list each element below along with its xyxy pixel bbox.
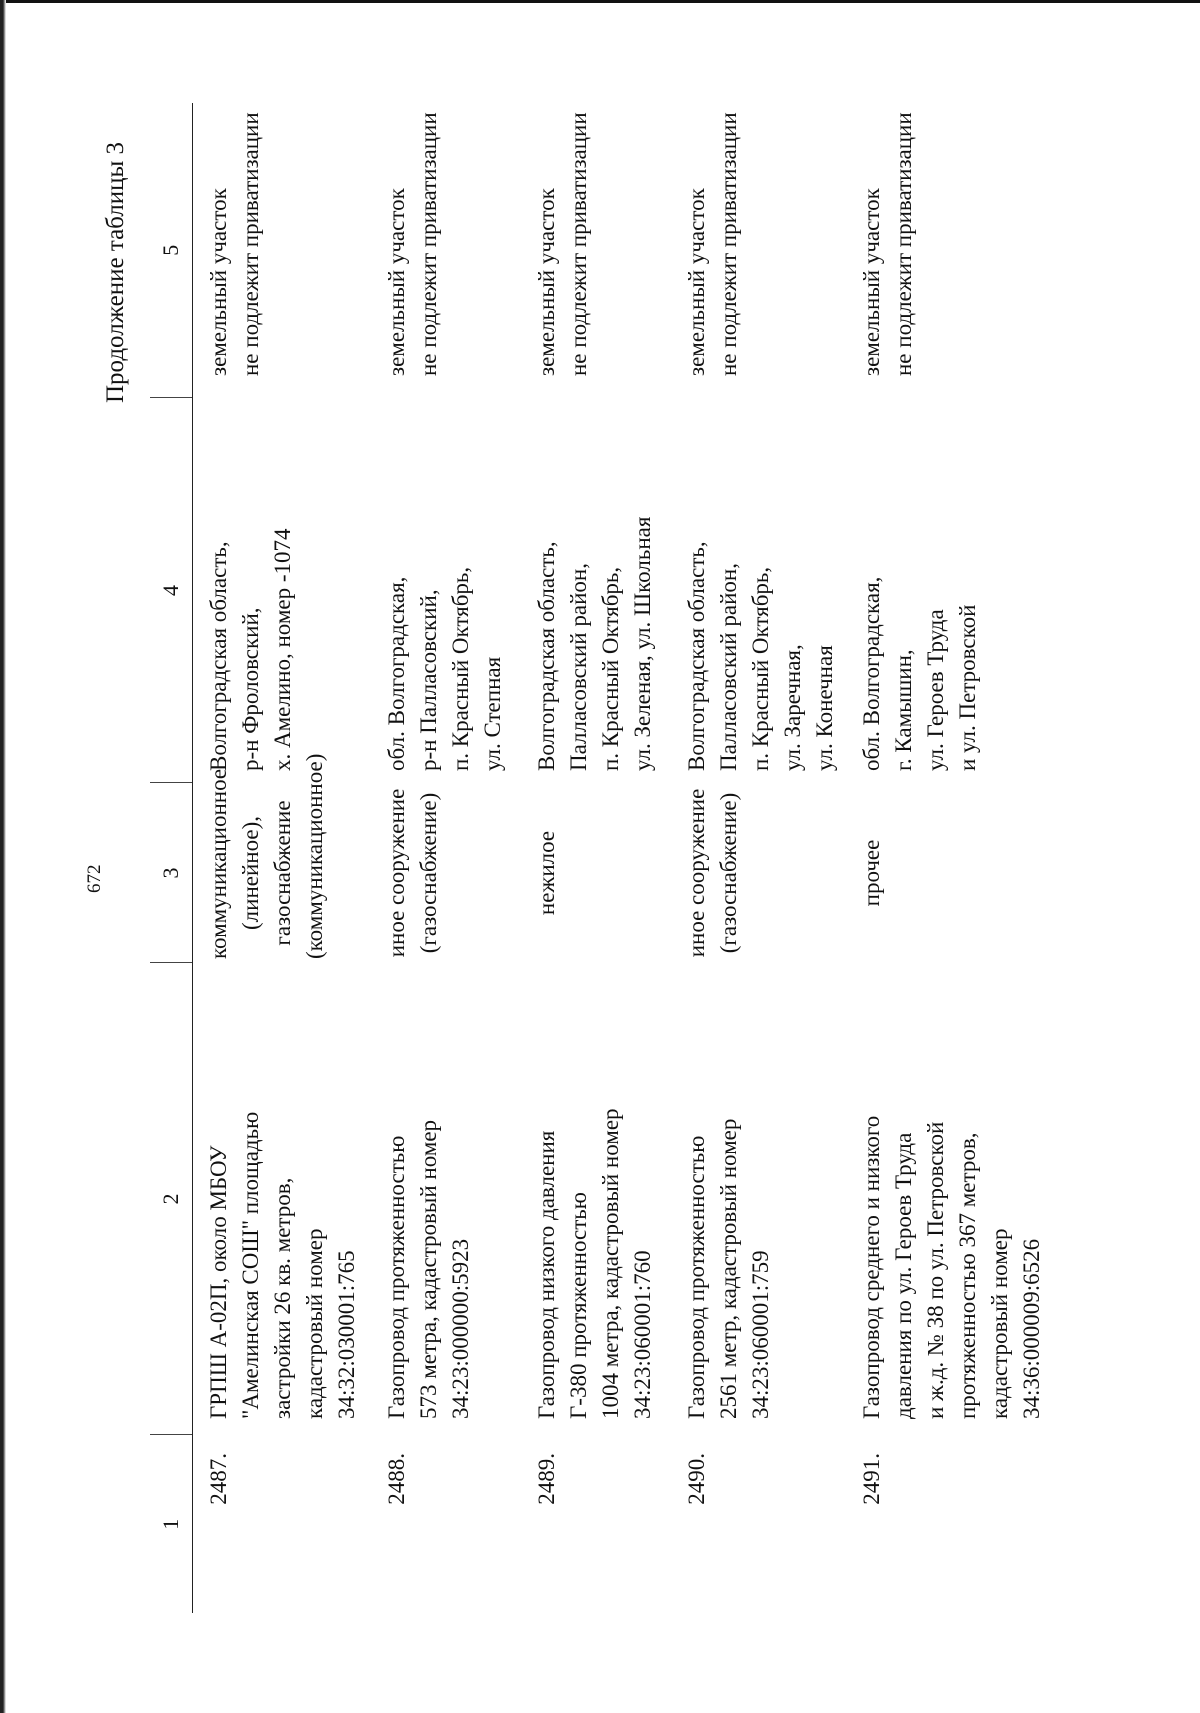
table-row bbox=[193, 103, 371, 1613]
object-type: прочее bbox=[858, 839, 884, 907]
row-number: 2491. bbox=[858, 1453, 884, 1505]
property-table bbox=[150, 103, 1048, 1613]
object-note: земельный участок не подлежит приватизации bbox=[533, 112, 591, 376]
object-note: земельный участок не подлежит приватизации bbox=[683, 112, 741, 376]
column-header-5: 5 bbox=[150, 103, 193, 398]
object-address: Волгоградская область, р-н Фроловский, х. Амелино, номер -1074 bbox=[206, 528, 295, 771]
object-type: иное сооружение (газоснабжение) bbox=[683, 788, 741, 958]
object-name: Газопровод протяженностью 573 метра, кадастровый номер 34:23:000000:5923 bbox=[383, 1119, 473, 1419]
object-address: обл. Волгоградская, р-н Палласовский, п. Красный Октябрь, ул. Степная bbox=[383, 566, 505, 771]
row-number: 2488. bbox=[383, 1453, 409, 1505]
column-header-4: 4 bbox=[150, 398, 193, 783]
row-number: 2489. bbox=[533, 1453, 559, 1505]
table-row bbox=[846, 103, 1048, 1613]
object-address: обл. Волгоградская, г. Камышин, ул. Героев Труда и ул. Петровской bbox=[858, 576, 980, 771]
row-number: 2490. bbox=[683, 1453, 709, 1505]
table-header-row bbox=[150, 103, 193, 1613]
object-type: коммуникационное (линейное), газоснабжение (коммуникационное) bbox=[206, 753, 327, 959]
object-note: земельный участок не подлежит приватизации bbox=[858, 112, 916, 376]
column-header-2: 2 bbox=[150, 963, 193, 1435]
object-note: земельный участок не подлежит приватизации bbox=[206, 112, 263, 376]
object-type: нежилое bbox=[533, 830, 559, 916]
object-name: Газопровод протяженностью 2561 метр, кадастровый номер 34:23:060001:759 bbox=[683, 1118, 773, 1419]
row-number: 2487. bbox=[206, 1453, 231, 1505]
object-name: Газопровод среднего и низкого давления по ул. Героев Труда и ж.д. № 38 по ул. Петровской протяженностью 367 метров, кадастровый номер 34:36:000009:6526 bbox=[858, 1115, 1044, 1419]
table-row bbox=[671, 103, 846, 1613]
object-name: ГРПШ А-02П, около МБОУ "Амелинская СОШ" площадью застройки 26 кв. метров, кадастровый номер 34:32:030001:765 bbox=[206, 1111, 359, 1419]
table-row bbox=[371, 103, 521, 1613]
column-header-3: 3 bbox=[150, 783, 193, 963]
object-note: земельный участок не подлежит приватизации bbox=[383, 112, 441, 376]
object-name: Газопровод низкого давления Г-380 протяженностью 1004 метра, кадастровый номер 34:23:060001:760 bbox=[533, 1108, 655, 1419]
object-address: Волгоградская область, Палласовский район, п. Красный Октябрь, ул. Зеленая, ул. Школьная bbox=[533, 516, 655, 771]
object-type: иное сооружение (газоснабжение) bbox=[383, 788, 441, 958]
page-number: 672 bbox=[84, 864, 105, 893]
column-header-1: 1 bbox=[150, 1435, 193, 1613]
table-continuation-label: Продолжение таблицы 3 bbox=[102, 141, 129, 403]
object-address: Волгоградская область, Палласовский район, п. Красный Октябрь, ул. Заречная, ул. Конечная bbox=[683, 541, 837, 771]
table-row bbox=[521, 103, 671, 1613]
